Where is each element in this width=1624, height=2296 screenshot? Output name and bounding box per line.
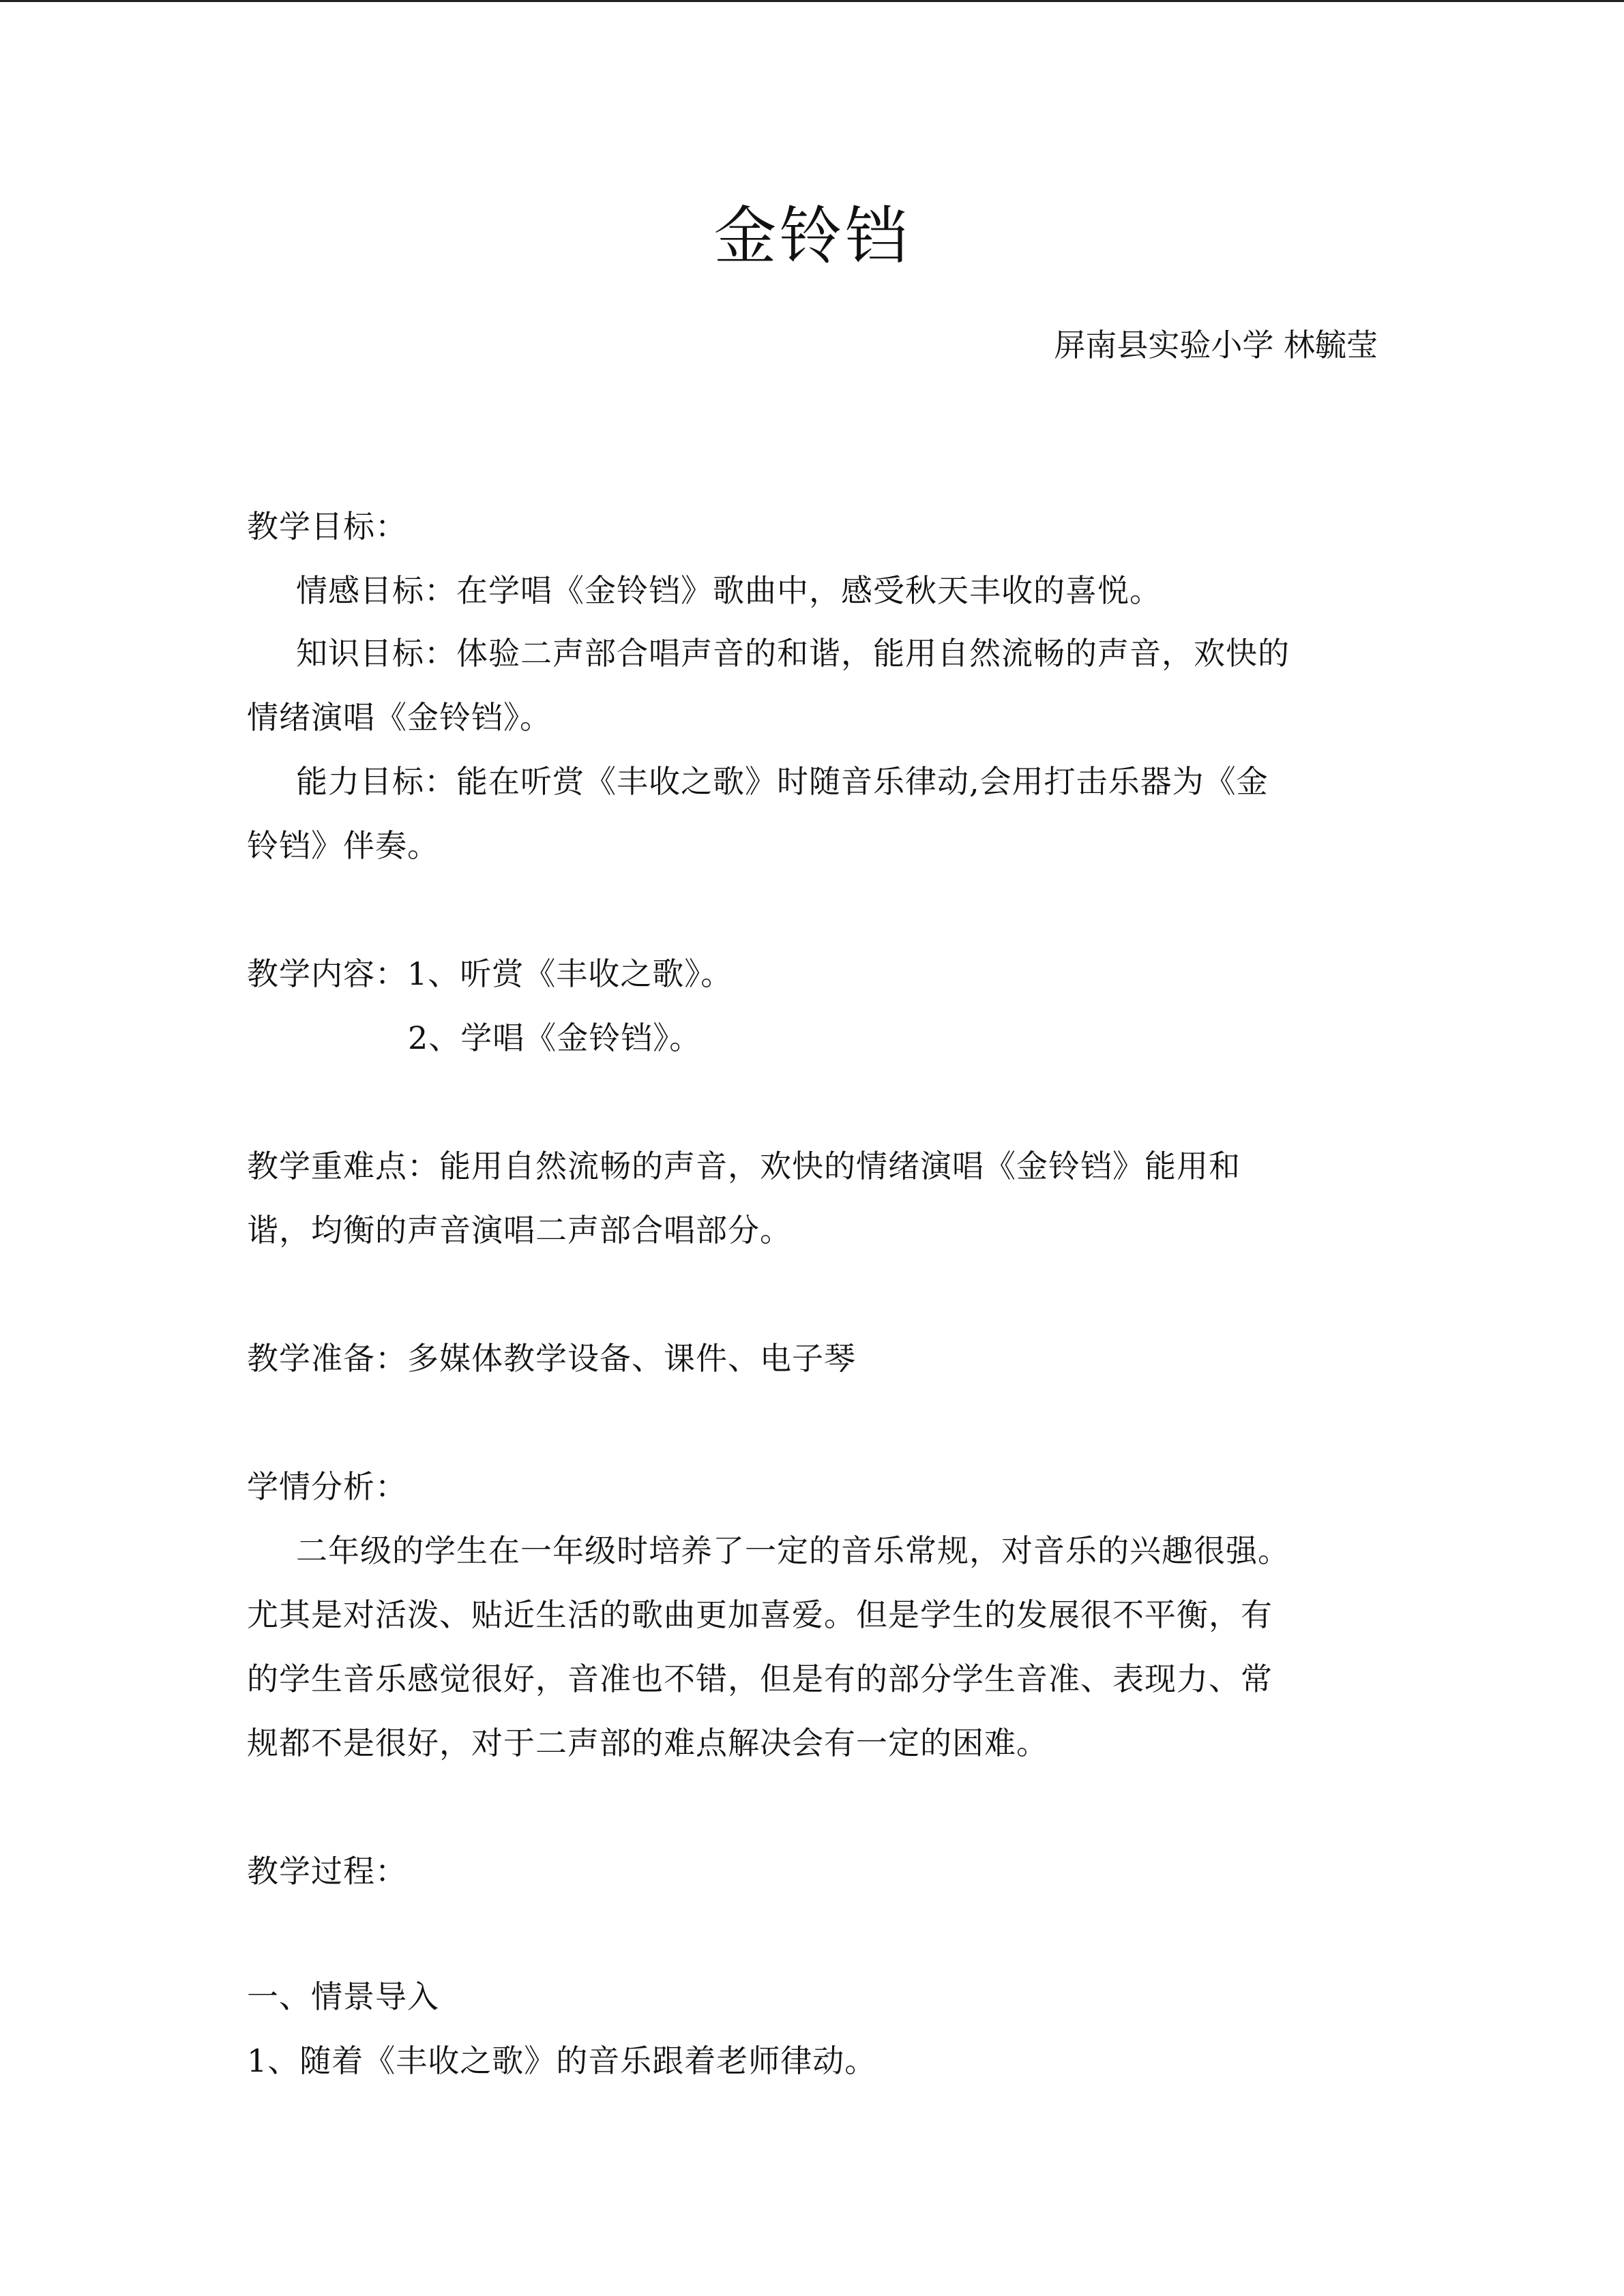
knowledge-goal-line1: 知识目标：体验二声部合唱声音的和谐，能用自然流畅的声音，欢快的 [296, 635, 1290, 672]
analysis-line1: 二年级的学生在一年级时培养了一定的音乐常规，对音乐的兴趣很强。 [296, 1532, 1290, 1569]
content-item-1: 教学内容：1、听赏《丰收之歌》。 [247, 955, 733, 992]
document-title: 金铃铛 [713, 200, 911, 273]
emotion-goal: 情感目标：在学唱《金铃铛》歌曲中，感受秋天丰收的喜悦。 [296, 572, 1162, 609]
analysis-line2: 尤其是对活泼、贴近生活的歌曲更加喜爱。但是学生的发展很不平衡，有 [247, 1596, 1273, 1633]
analysis-line3: 的学生音乐感觉很好，音准也不错，但是有的部分学生音准、表现力、常 [247, 1660, 1273, 1697]
content-item-2: 2、学唱《金铃铛》。 [408, 1019, 702, 1056]
knowledge-goal-line2: 情绪演唱《金铃铛》。 [247, 699, 552, 736]
author-line: 屏南县实验小学 林毓莹 [1054, 327, 1378, 363]
preparation-line: 教学准备：多媒体教学设备、课件、电子琴 [247, 1340, 856, 1377]
goals-heading: 教学目标： [247, 508, 407, 545]
process-section-1: 一、情景导入 [247, 1978, 439, 2015]
key-points-line1: 教学重难点：能用自然流畅的声音，欢快的情绪演唱《金铃铛》能用和 [247, 1148, 1241, 1184]
analysis-line4: 规都不是很好，对于二声部的难点解决会有一定的困难。 [247, 1725, 1048, 1761]
ability-goal-line1: 能力目标：能在听赏《丰收之歌》时随音乐律动,会用打击乐器为《金 [296, 763, 1269, 800]
analysis-heading: 学情分析： [247, 1468, 407, 1505]
key-points-line2: 谐，均衡的声音演唱二声部合唱部分。 [247, 1212, 792, 1249]
top-border-line [0, 0, 1624, 2]
ability-goal-line2: 铃铛》伴奏。 [247, 827, 439, 864]
process-heading: 教学过程： [247, 1853, 407, 1890]
process-step-1: 1、随着《丰收之歌》的音乐跟着老师律动。 [247, 2042, 877, 2079]
